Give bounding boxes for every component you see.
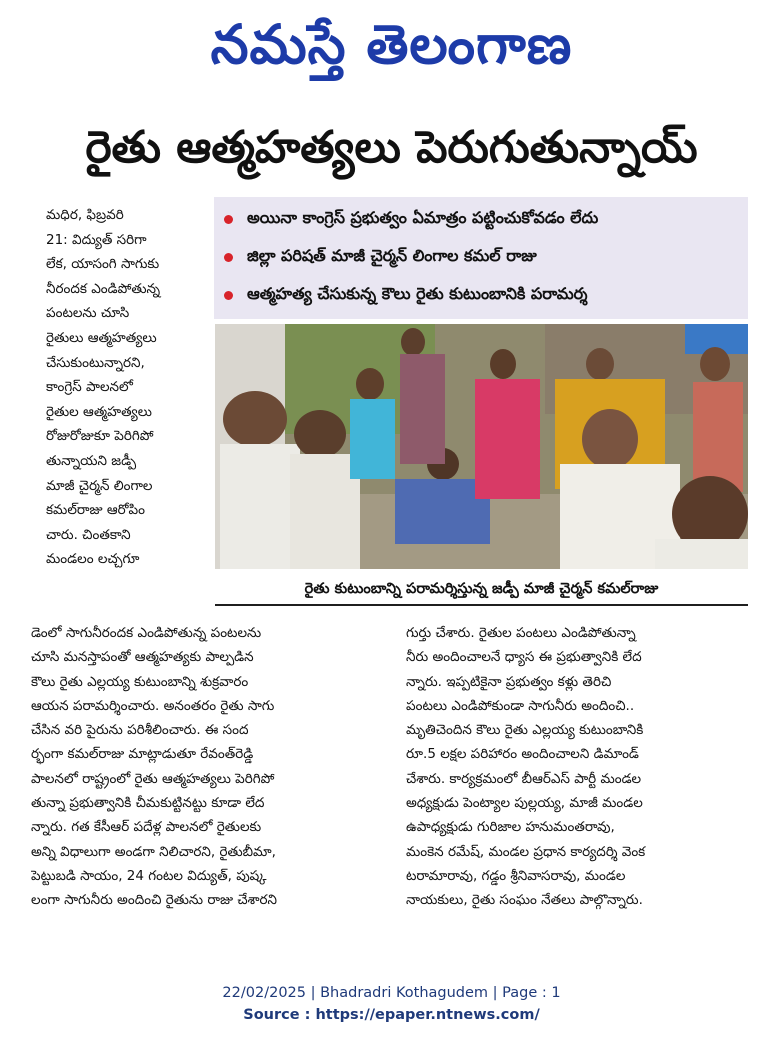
highlight-point [224,238,738,276]
article-line: అన్ని విధాలుగా అండగా నిలిచారని, రైతుబీమా, [31,843,276,860]
article-line: తున్నాయని జడ్పీ [46,452,137,469]
bullet-dot-icon [224,215,233,224]
article-line: కాంగ్రెస్ పాలనలో [46,379,133,396]
footer-source-link[interactable]: Source : https://epaper.ntnews.com/ [243,1007,540,1023]
article-line: కమల్‌రాజు ఆరోపిం [46,502,145,519]
highlight-text: అయినా కాంగ్రెస్ ప్రభుత్వం ఏమాత్రం పట్టించుకోవడం లేదు [247,207,599,227]
news-photo [215,324,748,569]
article-line: ర్భంగా కమల్‌రాజు మాట్లాడుతూ రేవంత్‌రెడ్డి [31,746,254,763]
article-line: లేక, యాసంగి సాగుకు [46,256,160,273]
page-footer [0,982,783,1026]
article-line: టరామారావు, గడ్డం శ్రీనివాసరావు, మండల [406,867,626,884]
article-line: చేసుకుంటున్నారని, [46,354,145,371]
article-line: లంగా సాగునీరు అందించి రైతును రాజు చేశారని [31,892,277,909]
article-line: న్నారు. ఇప్పటికైనా ప్రభుత్వం కళ్లు తెరిచి [406,673,612,690]
article-line: ఉపాధ్యక్షుడు గురిజాల హనుమంతరావు, [406,819,615,836]
article-line: చేశారు. కార్యక్రమంలో బీఆర్‌ఎస్ పార్టీ మండల [406,770,642,787]
article-line: అధ్యక్షుడు పెంట్యాల పుల్లయ్య, మాజీ మండల [406,795,643,812]
article-line: కౌలు రైతు ఎల్లయ్య కుటుంబాన్ని శుక్రవారం [31,673,249,690]
article-line: పంటలను చూసి [46,305,130,322]
article-line: నాయకులు, రైతు సంఘం నేతలు పాల్గొన్నారు. [406,892,643,909]
article-line: మండలం లచ్చగూ [46,551,140,568]
article-line: మృతిచెందిన కౌలు రైతు ఎల్లయ్య కుటుంబానికి [406,722,644,739]
highlight-point [224,276,738,314]
article-headline: రైతు ఆత్మహత్యలు పెరుగుతున్నాయ్ [85,122,698,173]
article-line: రూ.5 లక్షల పరిహారం అందించాలని డిమాండ్ [406,746,639,763]
article-line: డెంలో సాగునీరందక ఎండిపోతున్న పంటలను [31,625,262,641]
highlight-box [214,197,748,319]
bullet-dot-icon [224,291,233,300]
article-line: రైతుల ఆత్మహత్యలు [46,403,152,420]
article-column-left [46,203,206,572]
article-line: ఆయన పరామర్శించారు. అనంతరం రైతు సాగు [31,697,275,714]
article-line: మాజీ చైర్మన్ లింగాల [46,477,153,494]
highlight-point [224,200,738,238]
article-line: తున్నా ప్రభుత్వానికి చీమకుట్టినట్టు కూడా లేద [31,795,265,812]
photo-caption: రైతు కుటుంబాన్ని పరామర్శిస్తున్న జడ్పీ మాజీ చైర్మన్ కమల్‌రాజు [215,572,748,606]
article-line: రోజురోజుకూ పెరిగిపో [46,428,154,445]
highlight-text: జిల్లా పరిషత్ మాజీ చైర్మన్ లింగాల కమల్ రాజు [247,245,537,265]
article-line: 21: విద్యుత్ సరిగా [46,231,147,248]
article-line: న్నారు. గత కేసీఆర్ పదేళ్ల పాలనలో రైతులకు [31,819,262,836]
article-column-right [406,621,748,913]
article-line: పాలనలో రాష్ట్రంలో రైతు ఆత్మహత్యలు పెరిగిపో [31,770,275,787]
article-line: చూసి మనస్తాపంతో ఆత్మహత్యకు పాల్పడిన [31,649,254,666]
bullet-dot-icon [224,253,233,262]
article-line: నీరందక ఎండిపోతున్న [46,280,161,297]
article-line: మధిర, ఫిబ్రవరి [46,207,124,223]
footer-date-edition: 22/02/2025 | Bhadradri Kothagudem | Page : 1 [222,985,561,1001]
article-line: మంకెన రమేష్, మండల ప్రధాన కార్యదర్శి వెంక [406,843,646,860]
news-photo-image [215,324,748,569]
newspaper-masthead: నమస్తే తెలంగాణ [210,12,573,76]
article-column-middle [31,621,396,913]
article-line: చారు. చింతకాని [46,526,131,543]
article-line: నీరు అందించాలనే ధ్యాస ఈ ప్రభుత్వానికి లేద [406,649,642,666]
highlight-text: ఆత్మహత్య చేసుకున్న కౌలు రైతు కుటుంబానికి పరామర్శ [247,283,588,303]
article-line: పెట్టుబడి సాయం, 24 గంటల విద్యుత్, పుష్క [31,867,267,884]
article-line: చేసిన వరి పైరును పరిశీలించారు. ఈ సంద [31,722,249,739]
article-line: రైతులు ఆత్మహత్యలు [46,329,157,346]
article-line: గుర్తు చేశారు. రైతుల పంటలు ఎండిపోతున్నా [406,625,636,641]
article-line: పంటలు ఎండిపోకుండా సాగునీరు అందించి.. [406,697,635,714]
